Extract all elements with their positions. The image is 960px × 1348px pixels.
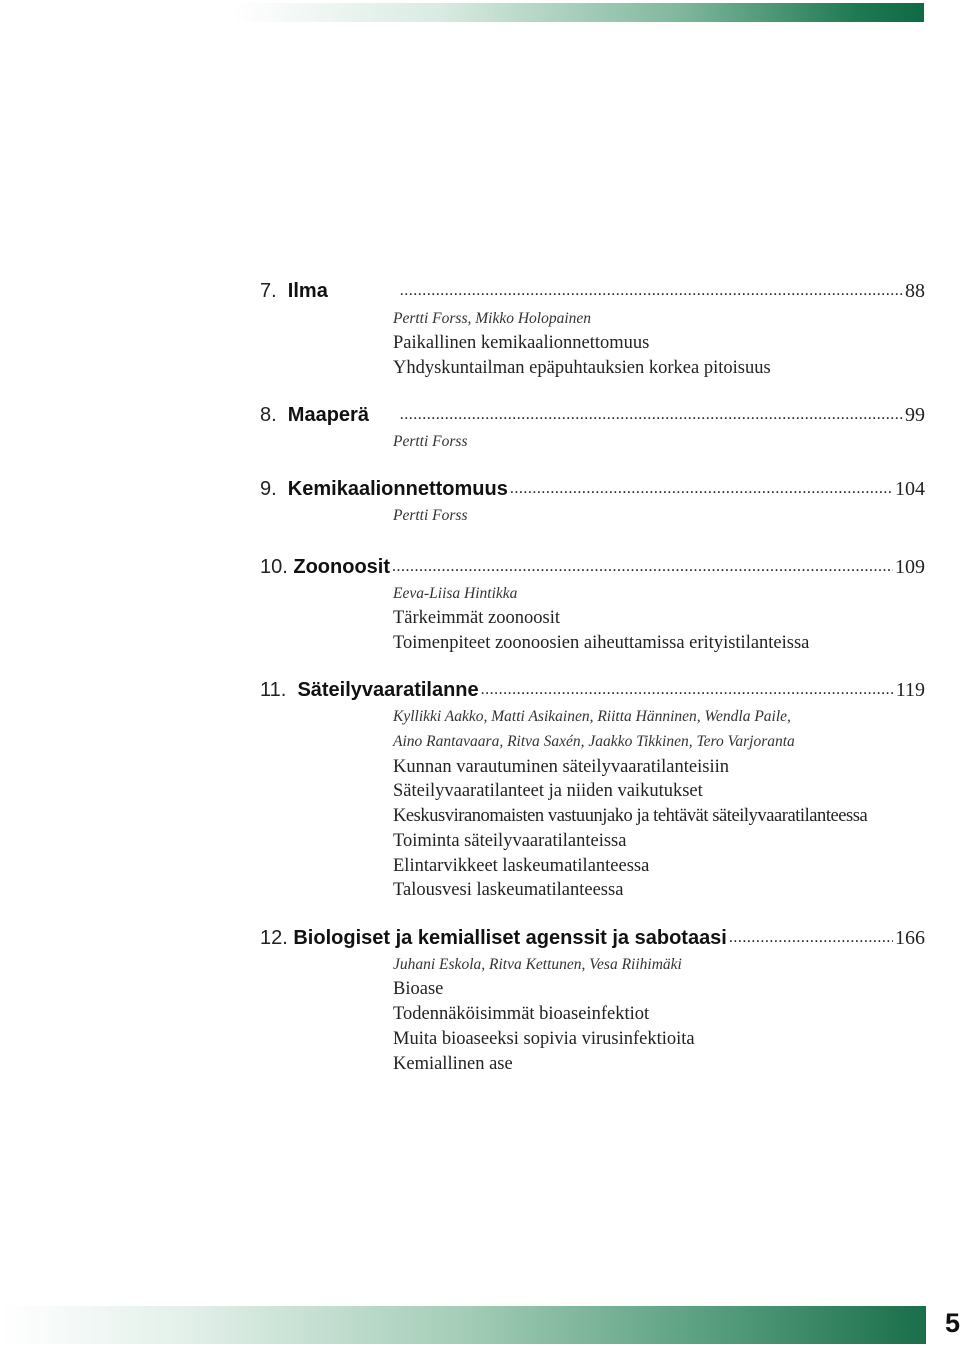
entry-topic: Paikallinen kemikaalionnettomuus xyxy=(393,333,650,353)
entry-topic: Kunnan varautuminen säteilyvaaratilanteisiin xyxy=(393,757,729,777)
entry-authors: Pertti Forss xyxy=(393,507,468,524)
entry-number: 7. xyxy=(260,280,288,302)
entry-authors: Kyllikki Aakko, Matti Asikainen, Riitta Hänninen, Wendla Paile, xyxy=(393,708,791,725)
entry-topic: Bioase xyxy=(393,979,444,999)
entry-topic: Kemiallinen ase xyxy=(393,1054,513,1074)
entry-page: 119 xyxy=(895,679,925,701)
dot-leader xyxy=(400,278,903,304)
entry-page: 104 xyxy=(895,478,925,500)
header-gradient-bar xyxy=(232,3,924,22)
entry-topic: Tärkeimmät zoonoosit xyxy=(393,608,560,628)
entry-authors: Eeva-Liisa Hintikka xyxy=(393,585,518,602)
toc-entry-kemikaalionnettomuus[interactable] xyxy=(260,476,925,502)
entry-number: 11. xyxy=(260,679,298,701)
entry-title: Biologiset ja kemialliset agenssit ja sabotaasi xyxy=(293,927,727,949)
entry-title: Säteilyvaaratilanne xyxy=(297,679,479,701)
dot-leader xyxy=(400,402,903,428)
toc-entry-zoonoosit[interactable] xyxy=(260,554,925,580)
entry-topic: Talousvesi laskeumatilanteessa xyxy=(393,880,624,900)
entry-title: Ilma xyxy=(287,280,328,302)
entry-topic: Yhdyskuntailman epäpuhtauksien korkea pitoisuus xyxy=(393,358,771,378)
entry-page: 166 xyxy=(895,927,925,949)
dot-leader xyxy=(510,476,893,502)
entry-page: 109 xyxy=(895,556,925,578)
entry-topic: Todennäköisimmät bioaseinfektiot xyxy=(393,1004,650,1024)
toc-entry-ilma[interactable] xyxy=(260,278,925,304)
toc-entry-maapera[interactable] xyxy=(260,402,925,428)
entry-number: 9. xyxy=(260,478,288,500)
entry-title: Maaperä xyxy=(287,404,369,426)
toc-entry-biologiset-agenssit[interactable] xyxy=(260,925,925,951)
dot-leader xyxy=(392,554,893,580)
dot-leader xyxy=(729,925,893,951)
entry-title: Zoonoosit xyxy=(293,556,390,578)
entry-topic: Toimenpiteet zoonoosien aiheuttamissa erityistilanteissa xyxy=(393,633,810,653)
entry-topic: Keskusviranomaisten vastuunjako ja tehtävät säteilyvaaratilanteessa xyxy=(393,806,868,826)
entry-topic: Muita bioaseeksi sopivia virusinfektioita xyxy=(393,1029,695,1049)
entry-topic: Toiminta säteilyvaaratilanteissa xyxy=(393,831,627,851)
entry-topic: Säteilyvaaratilanteet ja niiden vaikutukset xyxy=(393,781,703,801)
entry-authors: Juhani Eskola, Ritva Kettunen, Vesa Riihimäki xyxy=(393,956,682,973)
entry-number: 8. xyxy=(260,404,288,426)
dot-leader xyxy=(481,677,894,703)
page-number: 5 xyxy=(944,1308,960,1338)
entry-topic: Elintarvikkeet laskeumatilanteessa xyxy=(393,856,650,876)
entry-page: 88 xyxy=(905,280,925,302)
footer-gradient-bar xyxy=(0,1306,926,1344)
entry-page: 99 xyxy=(905,404,925,426)
entry-authors: Pertti Forss, Mikko Holopainen xyxy=(393,310,592,327)
entry-number: 10. xyxy=(260,556,294,578)
entry-authors: Aino Rantavaara, Ritva Saxén, Jaakko Tikkinen, Tero Varjoranta xyxy=(393,733,795,750)
entry-title: Kemikaalionnettomuus xyxy=(287,478,508,500)
entry-authors: Pertti Forss xyxy=(393,433,468,450)
toc-entry-sateilyvaaratilanne[interactable] xyxy=(260,677,925,703)
entry-number: 12. xyxy=(260,927,294,949)
